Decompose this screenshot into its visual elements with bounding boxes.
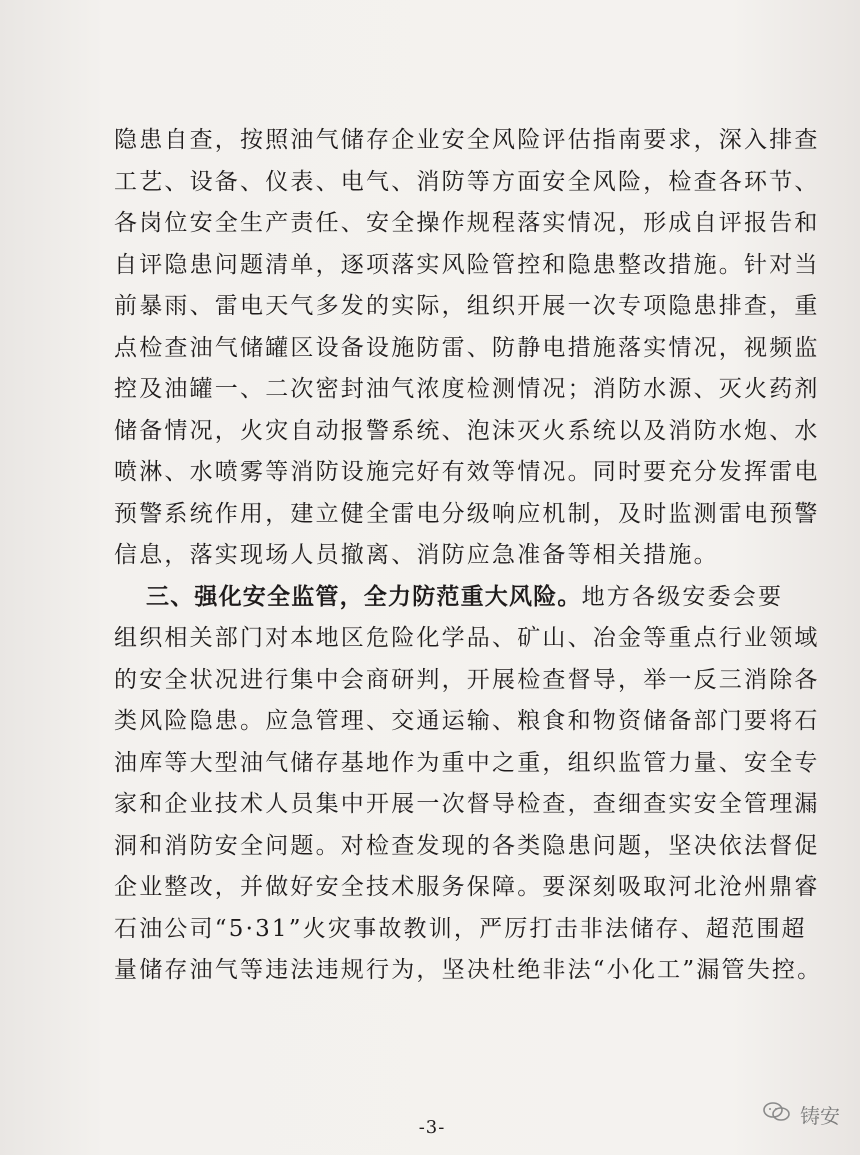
- paragraph-line-2: 工艺、设备、仪表、电气、消防等方面安全风险，检查各环节、: [114, 168, 820, 195]
- watermark-label: 铸安: [800, 1104, 840, 1128]
- page-number: -3-: [418, 1117, 446, 1138]
- section-3-line-4: 油库等大型油气储存基地作为重中之重，组织监管力量、安全专: [114, 749, 820, 776]
- paragraph-line-7: 控及油罐一、二次密封油气浓度检测情况；消防水源、灭火药剂: [114, 376, 820, 402]
- section-3-line-7: 企业整改，并做好安全技术服务保障。要深刻吸取河北沧州鼎睿: [114, 874, 820, 900]
- paragraph-line-9: 喷淋、水喷雾等消防设施完好有效等情况。同时要充分发挥雷电: [114, 459, 820, 485]
- section-3-heading: 三、强化安全监管，全力防范重大风险。: [146, 583, 582, 610]
- section-3-line-6: 洞和消防安全问题。对检查发现的各类隐患问题，坚决依法督促: [114, 832, 820, 859]
- paragraph-line-4: 自评隐患问题清单，逐项落实风险管控和隐患整改措施。针对当: [114, 251, 820, 278]
- paragraph-line-1: 隐患自查，按照油气储存企业安全风险评估指南要求，深入排查: [114, 127, 820, 153]
- paragraph-line-8: 储备情况，火灾自动报警系统、泡沫灭火系统以及消防水炮、水: [114, 417, 820, 444]
- section-3-line-3: 类风险隐患。应急管理、交通运输、粮食和物资储备部门要将石: [114, 708, 820, 734]
- section-3-line-9: 量储存油气等违法违规行为，坚决杜绝非法“小化工”漏管失控。: [114, 957, 823, 983]
- section-3-line-5: 家和企业技术人员集中开展一次督导检查，查细查实安全管理漏: [114, 791, 820, 817]
- section-3-line-1: 组织相关部门对本地区危险化学品、矿山、冶金等重点行业领域: [114, 625, 820, 651]
- document-body: [114, 120, 823, 992]
- paragraph-line-3: 各岗位安全生产责任、安全操作规程落实情况，形成自评报告和: [114, 210, 820, 236]
- section-3-first-line: [114, 577, 794, 619]
- section-3-line-8: 石油公司“5·31”火灾事故教训，严厉打击非法储存、超范围超: [114, 915, 807, 942]
- paragraph-line-11: 信息，落实现场人员撤离、消防应急准备等相关措施。: [114, 542, 719, 568]
- section-3-line-2: 的安全状况进行集中会商研判，开展检查督导，举一反三消除各: [114, 666, 820, 693]
- paragraph-line-5: 前暴雨、雷电天气多发的实际，组织开展一次专项隐患排查，重: [114, 293, 820, 319]
- paragraph-line-6: 点检查油气储罐区设备设施防雷、防静电措施落实情况，视频监: [114, 334, 820, 361]
- paragraph-line-10: 预警系统作用，建立健全雷电分级响应机制，及时监测雷电预警: [114, 500, 820, 527]
- section-3-first-line-tail: 地方各级安委会要: [581, 583, 784, 610]
- wechat-icon: [762, 1100, 792, 1129]
- watermark: [762, 1100, 840, 1129]
